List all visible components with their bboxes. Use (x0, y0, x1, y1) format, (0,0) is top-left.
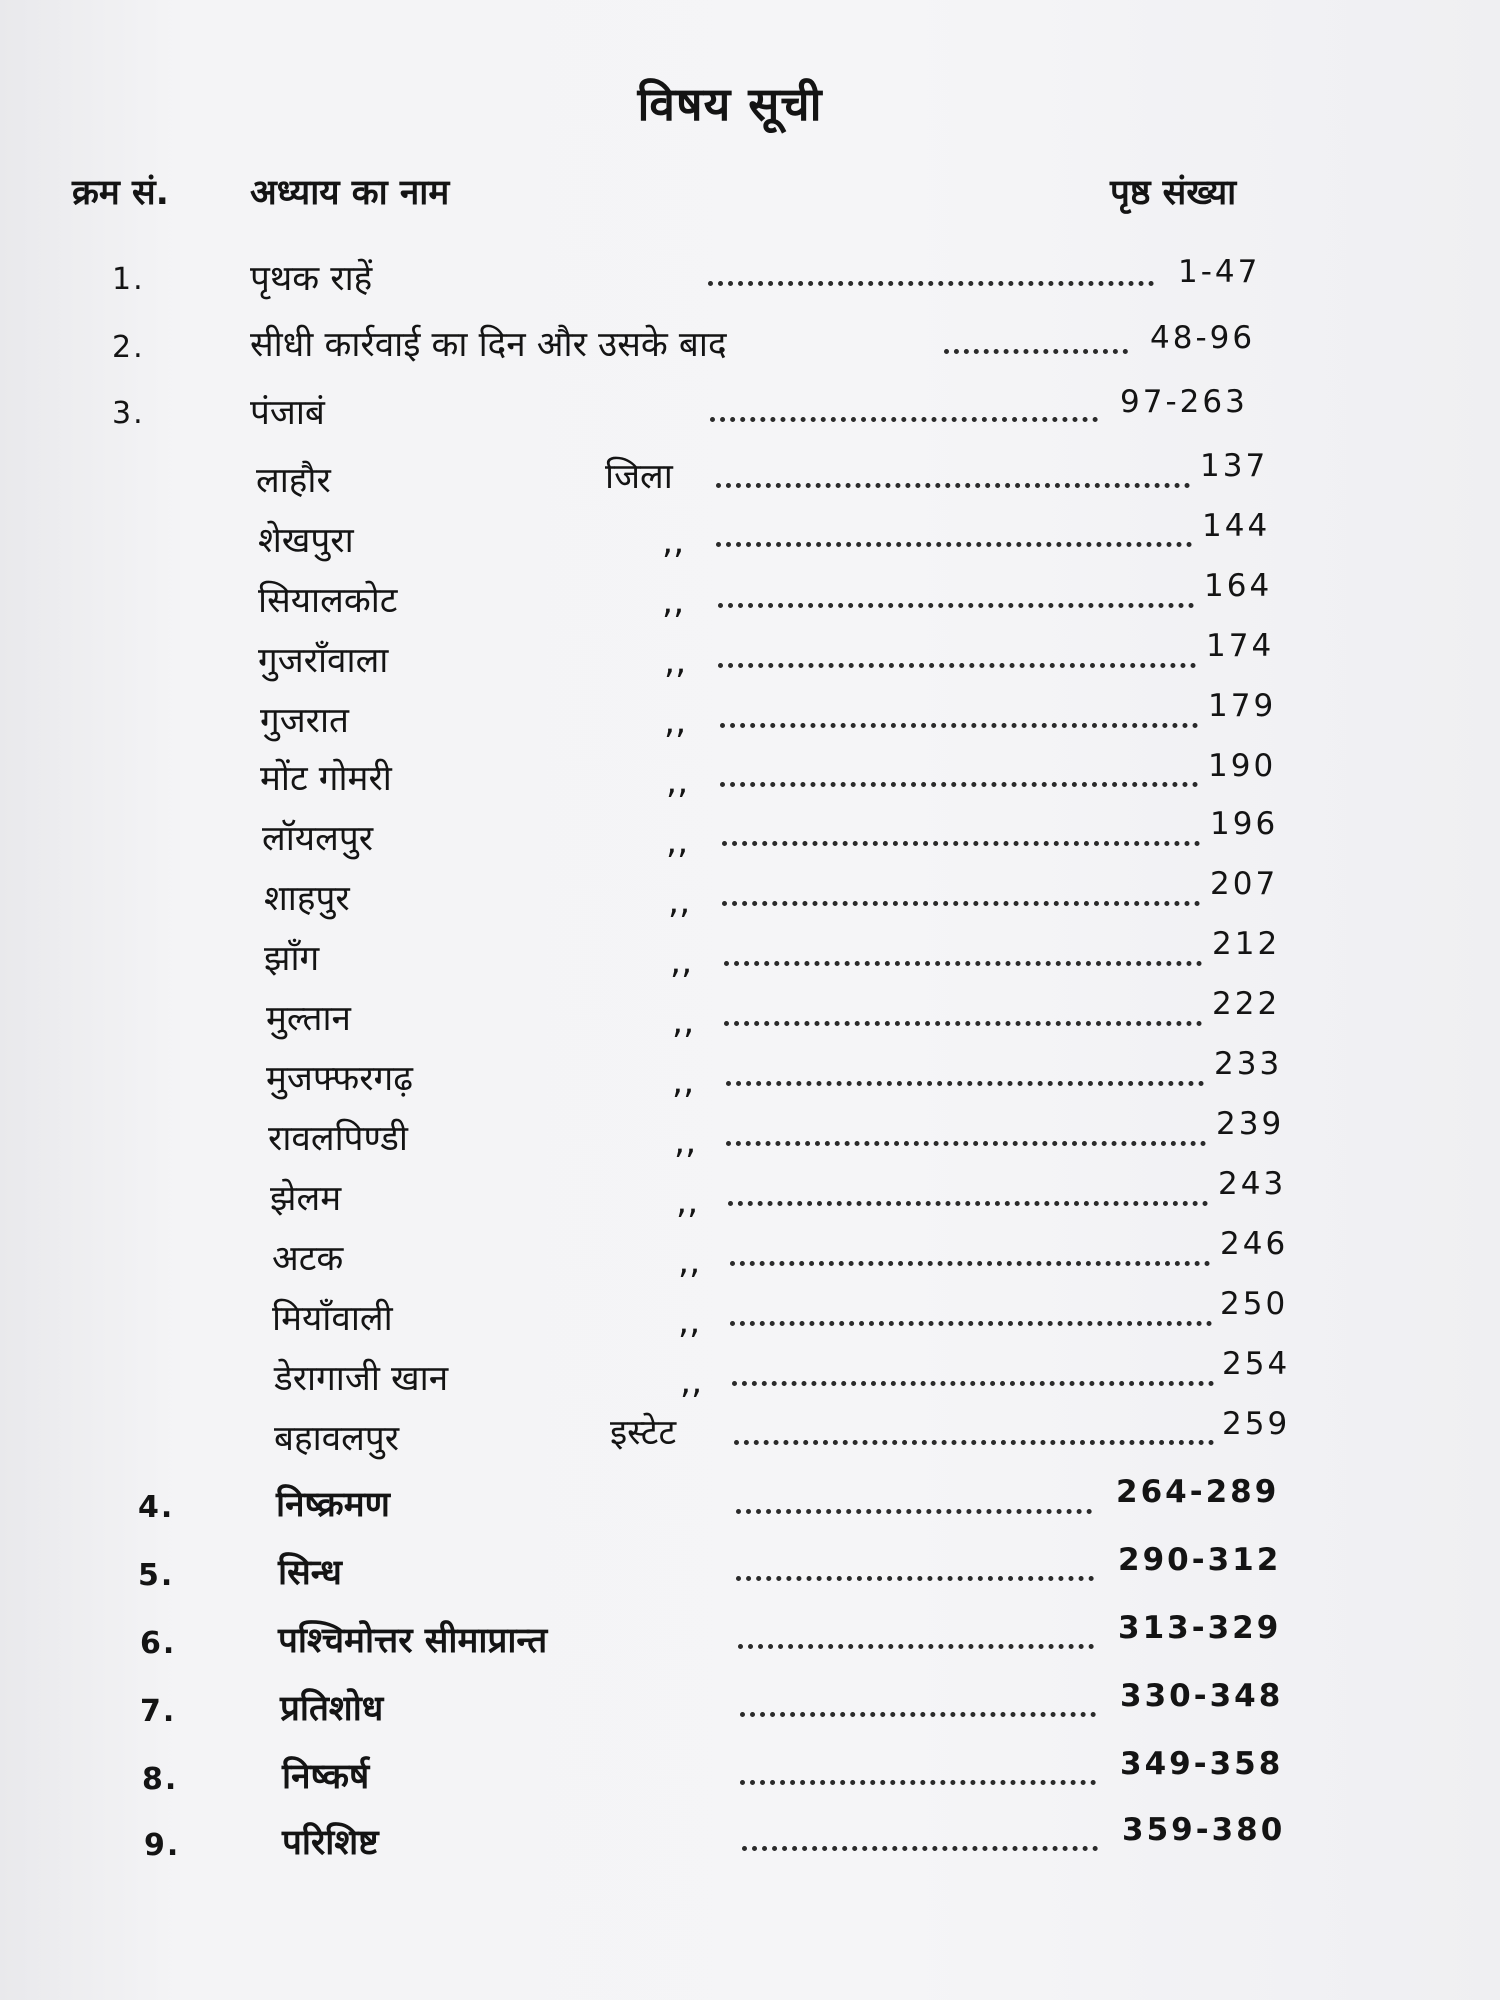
leader-dots (732, 1381, 1214, 1386)
entry-title: सिन्ध (278, 1553, 342, 1593)
toc-entry (0, 1106, 1500, 1174)
entry-title: मुल्तान (266, 999, 351, 1039)
entry-title: झाँग (264, 939, 320, 979)
entry-title: पृथक राहें (250, 259, 373, 299)
leader-dots (730, 1321, 1212, 1326)
entry-page: 48-96 (1150, 320, 1256, 356)
entry-page: 144 (1202, 508, 1271, 544)
entry-page: 179 (1208, 688, 1277, 724)
toc-entry (0, 1166, 1500, 1234)
entry-number: 9. (144, 1828, 181, 1863)
toc-entry (0, 1046, 1500, 1114)
entry-title: शेखपुरा (258, 521, 354, 561)
page-title: विषय सूची (637, 77, 823, 131)
header-chapter-name: अध्याय का नाम (250, 173, 450, 213)
entry-district: ,, (678, 1302, 701, 1342)
entry-title: मोंट गोमरी (260, 759, 392, 799)
entry-number: 8. (142, 1762, 179, 1797)
entry-district: ,, (672, 1062, 695, 1102)
entry-title: निष्क्रमण (276, 1485, 390, 1525)
leader-dots (728, 1201, 1208, 1206)
leader-dots (718, 663, 1196, 668)
entry-title: अटक (272, 1239, 344, 1279)
entry-title: पंजाबं (250, 393, 325, 433)
toc-entry (0, 1474, 1500, 1540)
toc-entry (0, 1812, 1500, 1878)
entry-title: लॉयलपुर (262, 819, 374, 859)
toc-entry (0, 1542, 1500, 1608)
leader-dots (730, 1261, 1210, 1266)
entry-title: शाहपुर (264, 879, 350, 919)
leader-dots (710, 417, 1098, 422)
entry-page: 1-47 (1178, 254, 1261, 290)
entry-page: 190 (1208, 748, 1277, 784)
entry-title: परिशिष्ट (282, 1823, 379, 1863)
leader-dots (736, 1576, 1094, 1581)
leader-dots (724, 1021, 1202, 1026)
entry-page: 222 (1212, 986, 1281, 1022)
entry-page: 174 (1206, 628, 1275, 664)
entry-number: 6. (140, 1626, 177, 1661)
leader-dots (742, 1846, 1098, 1851)
entry-page: 264-289 (1116, 1474, 1280, 1510)
entry-number: 5. (138, 1558, 175, 1593)
entry-district: ,, (674, 1122, 697, 1162)
toc-entry (0, 926, 1500, 994)
leader-dots (726, 1081, 1204, 1086)
leader-dots (718, 603, 1194, 608)
entry-title: डेरागाजी खान (274, 1359, 449, 1399)
header-serial-number: क्रम सं. (72, 173, 169, 213)
leader-dots (720, 723, 1198, 728)
toc-entry (0, 688, 1500, 756)
entry-title: मियाँवाली (272, 1299, 393, 1339)
leader-dots (716, 542, 1192, 547)
entry-page: 233 (1214, 1046, 1283, 1082)
entry-page: 97-263 (1120, 384, 1248, 420)
entry-title: रावलपिण्डी (268, 1119, 408, 1159)
entry-district: ,, (672, 1002, 695, 1042)
entry-district: जिला (605, 457, 673, 497)
entry-district: इस्टेट (610, 1413, 677, 1453)
entry-page: 212 (1212, 926, 1281, 962)
entry-title: झेलम (270, 1179, 342, 1219)
leader-dots (726, 1141, 1206, 1146)
leader-dots (740, 1712, 1096, 1717)
leader-dots (944, 349, 1128, 354)
entry-title: गुजराँवाला (258, 641, 389, 681)
entry-page: 250 (1220, 1286, 1289, 1322)
entry-district: ,, (680, 1362, 703, 1402)
toc-entry (0, 1286, 1500, 1354)
entry-district: ,, (668, 882, 691, 922)
leader-dots (720, 782, 1198, 787)
toc-entry (0, 1226, 1500, 1294)
entry-title: निष्कर्ष (282, 1757, 370, 1797)
entry-title: पश्चिमोत्तर सीमाप्रान्त (278, 1621, 548, 1661)
entry-title: बहावलपुर (274, 1419, 400, 1459)
entry-title: सियालकोट (258, 581, 398, 621)
toc-entry (0, 448, 1500, 516)
entry-number: 7. (140, 1694, 177, 1729)
toc-entry (0, 254, 1500, 314)
entry-page: 246 (1220, 1226, 1289, 1262)
entry-title: गुजरात (260, 701, 350, 741)
entry-district: ,, (664, 702, 687, 742)
toc-entry (0, 1346, 1500, 1414)
entry-page: 239 (1216, 1106, 1285, 1142)
entry-district: ,, (676, 1182, 699, 1222)
toc-entry (0, 1610, 1500, 1676)
toc-entry (0, 1678, 1500, 1744)
toc-entry (0, 866, 1500, 934)
toc-entry (0, 748, 1500, 814)
toc-entry (0, 568, 1500, 636)
entry-page: 164 (1204, 568, 1273, 604)
toc-entry (0, 508, 1500, 576)
leader-dots (708, 281, 1154, 286)
entry-page: 137 (1200, 448, 1269, 484)
entry-page: 313-329 (1118, 1610, 1282, 1646)
leader-dots (736, 1509, 1092, 1514)
toc-entry (0, 1746, 1500, 1812)
entry-page: 254 (1222, 1346, 1291, 1382)
leader-dots (724, 961, 1202, 966)
entry-district: ,, (666, 762, 689, 802)
entry-district: ,, (664, 642, 687, 682)
leader-dots (716, 483, 1190, 488)
toc-entry (0, 628, 1500, 696)
entry-page: 349-358 (1120, 1746, 1284, 1782)
leader-dots (734, 1440, 1214, 1445)
entry-district: ,, (670, 942, 693, 982)
entry-title: सीधी कार्रवाई का दिन और उसके बाद (250, 325, 727, 365)
toc-entry (0, 806, 1500, 874)
entry-page: 207 (1210, 866, 1279, 902)
toc-entry (0, 1406, 1500, 1474)
leader-dots (722, 901, 1200, 906)
entry-page: 243 (1218, 1166, 1287, 1202)
entry-number: 3. (112, 396, 145, 431)
entry-district: ,, (662, 582, 685, 622)
entry-title: प्रतिशोध (280, 1689, 384, 1729)
entry-number: 1. (112, 262, 145, 297)
header-page-number: पृष्ठ संख्या (1110, 173, 1237, 213)
leader-dots (740, 1780, 1096, 1785)
entry-page: 290-312 (1118, 1542, 1282, 1578)
entry-district: ,, (678, 1242, 701, 1282)
toc-entry (0, 986, 1500, 1054)
entry-district: ,, (666, 822, 689, 862)
leader-dots (738, 1644, 1094, 1649)
entry-title: मुजफ्फरगढ़ (266, 1059, 413, 1099)
entry-title: लाहौर (256, 461, 331, 501)
toc-entry (0, 384, 1500, 448)
leader-dots (722, 841, 1200, 846)
entry-page: 330-348 (1120, 1678, 1284, 1714)
entry-number: 4. (138, 1490, 175, 1525)
entry-number: 2. (112, 330, 145, 365)
toc-entry (0, 320, 1500, 380)
entry-page: 259 (1222, 1406, 1291, 1442)
entry-page: 359-380 (1122, 1812, 1286, 1848)
entry-page: 196 (1210, 806, 1279, 842)
entry-district: ,, (662, 522, 685, 562)
